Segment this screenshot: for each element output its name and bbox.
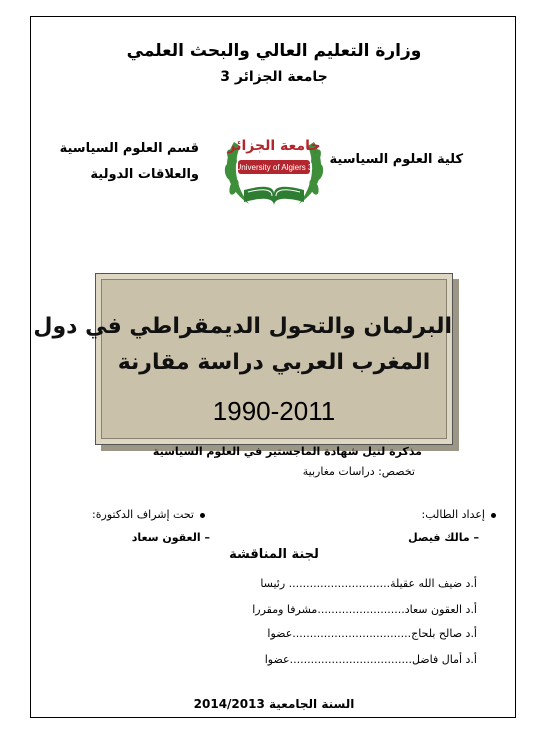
committee-member: أ.د أمال فاضل...................................عضوا [264,653,477,666]
degree-statement: مذكرة لنيل شهادة الماجستير في العلوم السياسية [152,445,422,458]
bullet-icon [200,513,205,518]
book-icon [244,187,304,206]
supervisor-name: – العقون سعاد [131,531,210,544]
logo-english-text: University of Algiers 3 [235,163,313,172]
thesis-title-line-1: البرلمان والتحول الديمقراطي في دول [33,314,452,339]
committee-member: أ.د صالح بلحاج..................................عضوا [267,627,477,640]
student-label: إعداد الطالب: [422,508,497,521]
committee-member: أ.د العقون سعاد.........................مشرفا ومقررا [252,603,477,616]
faculty-name: كلية العلوم السياسية [329,152,463,167]
department-line-1: قسم العلوم السياسية [59,141,199,156]
thesis-title-line-2: المغرب العربي دراسة مقارنة [117,350,431,375]
committee-member: أ.د ضيف الله عقيلة............................. رئيسا [260,577,477,590]
bullet-icon [491,513,496,518]
specialization: تخصص: دراسات مغاربية [302,465,415,478]
title-box [33,273,453,445]
ministry-title: وزارة التعليم العالي والبحث العلمي [126,41,422,61]
university-name: جامعة الجزائر 3 [220,69,328,85]
committee-title: لجنة المناقشة [229,547,319,562]
department-line-2: والعلاقات الدولية [90,167,199,182]
academic-year: السنة الجامعية 2014/2013 [193,697,355,711]
university-logo [214,112,334,220]
student-name: – مالك فيصل [408,531,479,544]
page-frame [30,16,516,718]
supervisor-label: تحت إشراف الدكتورة: [92,508,205,521]
thesis-years: 1990-2011 [212,396,336,426]
logo-arabic-text: جامعة الجزائر [227,138,321,154]
